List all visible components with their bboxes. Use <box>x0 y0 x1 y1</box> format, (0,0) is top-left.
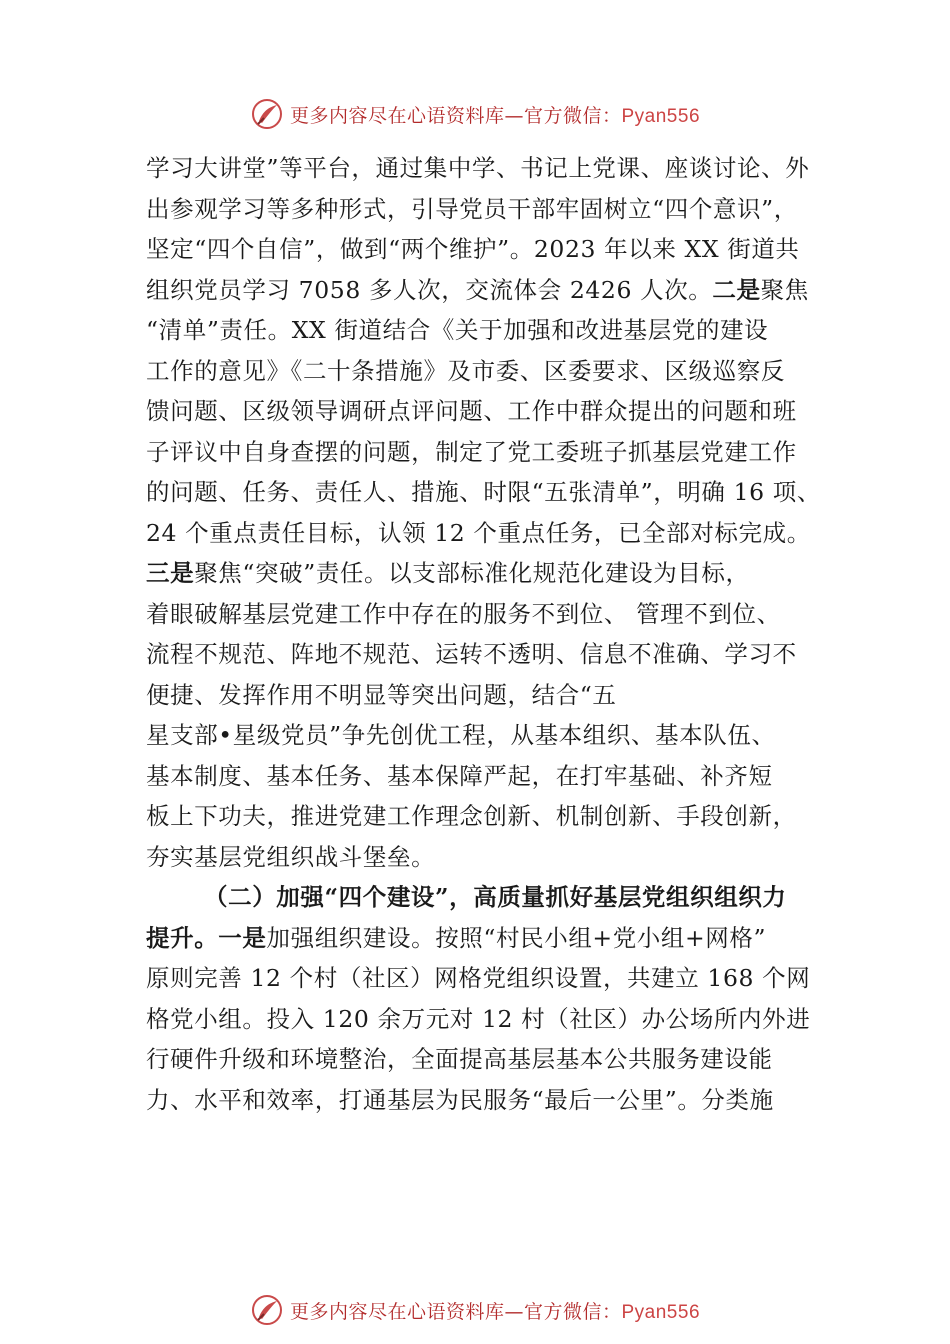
line-text: 基本制度、基本任务、基本保障严起，在打牢基础、补齐短 <box>146 761 773 790</box>
text-line <box>146 1039 822 1080</box>
text-line <box>146 148 822 189</box>
line-text: 板上下功夫，推进党建工作理念创新、机制创新、手段创新， <box>146 802 797 830</box>
text-line <box>146 1080 822 1121</box>
line-text: 力、水平和效率，打通基层为民服务“最后一公里”。分类施 <box>146 1085 774 1114</box>
line-text: 学习大讲堂”等平台，通过集中学、书记上党课、座谈讨论、外 <box>146 154 810 182</box>
text-line <box>146 270 822 311</box>
line-after-text: 聚焦 <box>760 275 809 304</box>
text-line <box>146 472 822 513</box>
line-text: 着眼破解基层党建工作中存在的服务不到位、 管理不到位、 <box>146 599 781 628</box>
line-text: 流程不规范、阵地不规范、运转不透明、信息不准确、学习不 <box>146 640 797 668</box>
line-bold-text: （二）加强“四个建设”，高质量抓好基层党组织组织力 <box>204 883 787 911</box>
line-bold-text: 二是 <box>712 275 761 304</box>
logo-icon <box>250 97 284 131</box>
line-text: 24 个重点责任目标，认领 12 个重点任务，已全部对标完成。 <box>146 518 811 547</box>
line-after-text: 聚焦“突破”责任。以支部标准化规范化建设为目标， <box>194 559 750 587</box>
line-text: 星支部•星级党员”争先创优工程，从基本组织、基本队伍、 <box>146 721 776 749</box>
watermark-handle: Pyan556 <box>621 105 701 127</box>
line-text: 馈问题、区级领导调研点评问题、工作中群众提出的问题和班 <box>146 397 797 425</box>
document-body <box>146 148 822 1120</box>
text-line <box>146 432 822 473</box>
line-text: 行硬件升级和环境整治，全面提高基层基本公共服务建设能 <box>146 1045 773 1073</box>
line-bold-text: 三是 <box>146 559 195 587</box>
line-after-text: 加强组织建设。按照“村民小组+党小组+网格” <box>266 923 767 952</box>
text-line <box>146 351 822 392</box>
text-line <box>146 918 822 959</box>
line-text: 坚定“四个自信”，做到“两个维护”。2023 年以来 XX 街道共 <box>146 235 800 263</box>
line-text: 格党小组。投入 120 余万元对 12 村（社区）办公场所内外进 <box>146 1004 811 1033</box>
line-text: 工作的意见》《二十条措施》及市委、区委要求、区级巡察反 <box>146 356 785 385</box>
line-bold-text: 提升。一是 <box>146 923 267 952</box>
text-line <box>146 594 822 635</box>
text-line <box>146 229 822 270</box>
line-text: 的问题、任务、责任人、措施、时限“五张清单”，明确 16 项、 <box>146 478 821 506</box>
watermark-label: 更多内容尽在心语资料库—官方微信： <box>289 104 622 127</box>
text-line <box>146 837 822 878</box>
text-line <box>146 391 822 432</box>
text-line <box>146 675 822 716</box>
text-line <box>146 189 822 230</box>
line-text: 便捷、发挥作用不明显等突出问题，结合“五 <box>146 680 617 709</box>
line-text: 出参观学习等多种形式，引导党员干部牢固树立“四个意识”， <box>146 194 798 223</box>
line-text: 子评议中自身查摆的问题，制定了党工委班子抓基层党建工作 <box>146 437 797 466</box>
text-line <box>146 513 822 554</box>
text-line <box>146 958 822 999</box>
logo-icon <box>250 1293 284 1327</box>
line-text: “清单”责任。XX 街道结合《关于加强和改进基层党的建设 <box>146 316 769 344</box>
text-line <box>146 756 822 797</box>
watermark-handle: Pyan556 <box>621 1301 701 1323</box>
watermark-header <box>0 94 950 134</box>
text-line <box>146 796 822 837</box>
text-line <box>146 715 822 756</box>
line-text: 原则完善 12 个村（社区）网格党组织设置，共建立 168 个网 <box>146 964 811 992</box>
text-line <box>146 310 822 351</box>
line-text: 夯实基层党组织战斗堡垒。 <box>146 842 436 871</box>
line-text: 组织党员学习 7058 多人次，交流体会 2426 人次。 <box>146 275 713 304</box>
text-line <box>146 877 822 918</box>
text-line <box>146 634 822 675</box>
text-line <box>146 553 822 594</box>
text-line <box>146 999 822 1040</box>
watermark-label: 更多内容尽在心语资料库—官方微信： <box>289 1300 622 1323</box>
watermark-footer <box>0 1290 950 1330</box>
